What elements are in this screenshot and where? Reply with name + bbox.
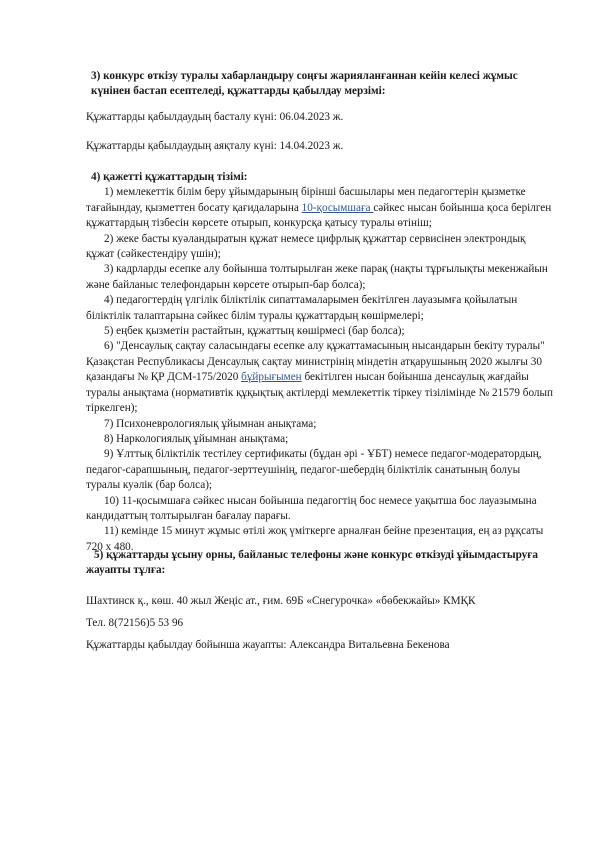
start-date-text: Құжаттарды қабылдаудың басталу күні: 06.04.2023 ж. <box>86 111 344 123</box>
appendix-10-link[interactable]: 10-қосымшаға <box>301 201 374 214</box>
phone <box>86 616 556 631</box>
doc-item-7: 7) Психоневрологиялық ұйымнан анықтама; <box>104 417 317 430</box>
doc-item-9: 9) Ұлттық біліктілік тестілеу сертификаты (бұдан әрі - ҰБТ) немесе педагог-модератордың, педагог-сарапшының, педагог-зерттеушінің, педагог-шебердің біліктілік санатының болуы туралы куәлік (бар болса); <box>86 448 542 492</box>
doc-item-1 <box>86 185 556 231</box>
address <box>86 594 556 609</box>
order-link[interactable]: бұйрығымен <box>241 371 302 384</box>
end-date <box>86 139 556 154</box>
section4 <box>86 170 556 555</box>
doc-item-6-text: 6) "Денсаулық сақтау саласындағы есепке алу құжаттамасының нысандарын бекіту туралы" Қазақстан Республикасы Денсаулық сақтау министрінің міндетін атқарушының 2020 жылғы 30 қазандағы № ҚР ДСМ-175/2020 <box>86 340 545 384</box>
doc-item-1-text: 1) мемлекеттік білім беру ұйымдарының бірінші басшылары мен педагогтерін қызметке тағайындау, қызметтен босату қағидаларына <box>86 186 526 214</box>
start-date <box>86 110 556 125</box>
address-text: Шахтинск қ., көш. 40 жыл Жеңіс ат., ғим. 69Б «Снегурочка» «бөбекжайы» КМҚК <box>86 595 476 607</box>
section3-heading-text: 3) конкурс өткізу туралы хабарландыру соңғы жарияланғаннан кейін келесі жұмыс күнінен бастап есептеледі, құжаттарды қабылдау мерзімі: <box>91 70 518 98</box>
doc-item-4: 4) педагогтердің үлгілік біліктілік сипаттамаларымен бекітілген лауазымға қойылатын біліктілік талаптарына сәйкес білім туралы құжаттардың көшірмелері; <box>86 294 518 322</box>
phone-text: Тел. 8(72156)5 53 96 <box>86 617 184 629</box>
end-date-text: Құжаттарды қабылдаудың аяқталу күні: 14.04.2023 ж. <box>86 140 344 152</box>
responsible-person <box>86 638 556 653</box>
doc-item-6-text-cont: бекітілген нысан бойынша денсаулық жағдайы туралы анықтама (нормативтік құқықтық актілерді мемлекеттік тіркеу тізілімінде № 21579 болып тіркелген); <box>86 371 554 415</box>
doc-item-2: 2) жеке басты куәландыратын құжат немесе цифрлық құжаттар сервисінен электрондық құжат (сәйкестендіру үшін); <box>86 232 526 261</box>
doc-item-11: 11) кемінде 15 минут жұмыс өтілі жоқ үміткерге арналған бейне презентация, ең аз рұқсаты 720 х 480. <box>86 525 544 553</box>
doc-item-5: 5) еңбек қызметін растайтын, құжаттың көшірмесі (бар болса); <box>104 325 405 338</box>
doc-item-1-text-cont: сәйкес нысан бойынша қоса берілген құжаттардың тізбесін көрсете отырып, конкурсқа қатысу туралы өтініш; <box>86 201 552 230</box>
doc-item-8: 8) Наркологиялық ұйымнан анықтама; <box>104 432 289 445</box>
responsible-person-text: Құжаттарды қабылдау бойынша жауапты: Александра Витальевна Бекенова <box>86 639 450 651</box>
section5-heading-text: 5) құжаттарды ұсыну орны, байланыс телефоны және конкурс өткізуді ұйымдастыруға жауапты тұлға: <box>86 549 538 577</box>
section5-heading <box>86 548 556 579</box>
section4-heading: 4) қажетті құжаттардың тізімі: <box>91 171 248 183</box>
doc-item-10: 10) 11-қосымшаға сәйкес нысан бойынша педагогтің бос немесе уақытша бос лауазымына кандидаттың толтырылған бағалау парағы. <box>86 494 537 522</box>
doc-item-6 <box>86 339 556 416</box>
doc-item-3: 3) кадрларды есепке алу бойынша толтырылған жеке парақ (нақты тұрғылықты мекенжайын және байланыс телефондарын көрсете отырып-бар болса); <box>86 263 548 291</box>
section3-heading <box>91 69 556 100</box>
